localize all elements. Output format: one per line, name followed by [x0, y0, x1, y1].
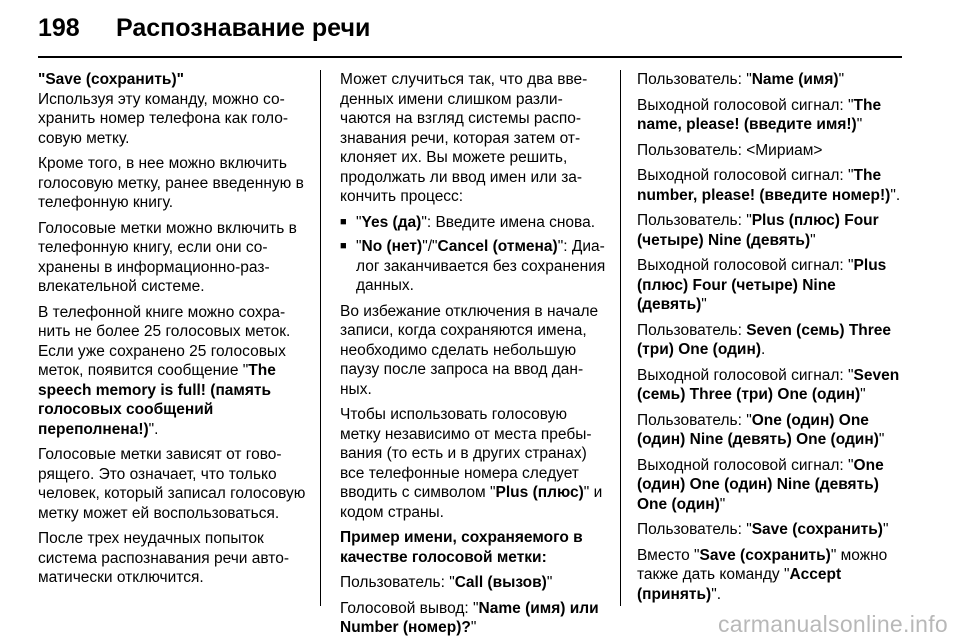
- dialog-command: Save (сохранить): [751, 521, 883, 538]
- bullet-icon: ■: [340, 215, 347, 228]
- quote: ": [557, 238, 564, 255]
- quote: .: [761, 341, 766, 358]
- dialog-line: [637, 166, 905, 205]
- list-item-text: : Введите имена снова.: [426, 213, 596, 231]
- command-cancel: Cancel (отмена): [437, 238, 558, 255]
- column-1: [38, 70, 308, 594]
- quote: ": [719, 495, 726, 513]
- page-title: Распознавание речи: [116, 14, 371, 42]
- paragraph: Во избежание отключения в начале записи, когда сохраняются имена, необходимо сделать небольшую паузу после запроса на ввод данных.: [340, 302, 599, 398]
- dialog-speaker: Пользователь: ": [637, 71, 752, 88]
- paragraph-text: Чтобы использовать голосовую метку независимо от места пребывания (то есть и в других странах) все телефонные номера следует вводить с символом ": [340, 406, 592, 501]
- dialog-speaker: Выходной голосовой сигнал: ": [637, 456, 854, 474]
- dialog-line: [637, 96, 905, 135]
- paragraph-text: " и кодом страны.: [340, 484, 603, 521]
- page-number: 198: [38, 14, 80, 42]
- dialog-speaker: Выходной голосовой сигнал: ": [637, 366, 854, 384]
- dialog-command: Seven (семь) Three (три) One (один): [637, 366, 900, 403]
- paragraph-text: " можно также дать команду ": [637, 546, 888, 583]
- dialog-speaker: Выходной голосовой сигнал: ": [637, 167, 854, 184]
- paragraph-text: ".: [148, 420, 159, 438]
- dialog-command: Plus (плюс) Four (четыре) Nine (девять): [637, 257, 887, 313]
- dialog-command: Seven (семь) Three (три) One (один): [637, 321, 892, 358]
- dialog-line: [637, 70, 905, 90]
- paragraph: Кроме того, в нее можно включить голосовую метку, ранее введенную в телефонную книгу.: [38, 155, 304, 211]
- page-header: [38, 14, 370, 54]
- paragraph: Может случиться так, что два введенных имени слишком различаются на взгляд системы распознавания речи, которая затем отклоняет их. Вы можете решить, продолжать ли ввод имен или закончить процесс:: [340, 71, 588, 205]
- dialog-line: [637, 520, 905, 540]
- quote: ": [882, 521, 889, 538]
- dialog-speaker: Выходной голосовой сигнал: ": [637, 257, 854, 274]
- column-divider-1: [320, 70, 321, 606]
- list-item: [340, 237, 608, 296]
- command-plus: Plus (плюс): [495, 484, 584, 501]
- dialog-command: One (один) One (один) Nine (девять) One (один): [637, 456, 884, 513]
- dialog-speaker: Пользователь: <Мириам>: [637, 141, 823, 159]
- paragraph: Голосовые метки зависят от говорящего. Это означает, что только человек, который записал голосовую метку может ей воспользоваться.: [38, 446, 306, 522]
- dialog-line: [637, 321, 905, 360]
- paragraph: [340, 405, 608, 522]
- list-item-text: : Диалог заканчивается без сохранения данных.: [356, 238, 606, 294]
- dialog-command: Save (сохранить): [699, 546, 831, 564]
- watermark: carmanualsonline.info: [717, 611, 948, 637]
- dialog-command: One (один) One (один) Nine (девять) One (один): [637, 411, 879, 448]
- example-heading: Пример имени, сохраняемого в качестве голосовой метки:: [340, 529, 583, 566]
- dialog-line: [637, 546, 905, 605]
- paragraph-text: В телефонной книге можно сохранить не более 25 голосовых меток. Если уже сохранено 25 голосовых меток, появится сообщение ": [38, 303, 291, 379]
- dialog-command: The name, please! (введите имя!): [637, 96, 882, 133]
- memory-full-message: The speech memory is full! (память голосовых сообщений переполнена!): [38, 362, 276, 438]
- quote: ": [701, 296, 707, 313]
- quote: ": [856, 116, 863, 133]
- quote: ": [838, 71, 845, 88]
- dialog-speaker: Пользователь: ": [637, 521, 752, 538]
- dialog-speaker: Пользователь:: [637, 321, 747, 339]
- dialog-command: Name (имя): [751, 71, 839, 88]
- dialog-line: [340, 599, 608, 638]
- column-divider-2: [620, 70, 621, 606]
- dialog-line: [637, 366, 905, 405]
- dialog-command: Call (вызов): [454, 574, 547, 591]
- quote: ".: [890, 186, 901, 204]
- dialog-line: [637, 211, 905, 250]
- dialog-speaker: Выходной голосовой сигнал: ": [637, 96, 854, 114]
- dialog-line: [637, 456, 905, 515]
- dialog-line: [340, 573, 608, 593]
- quote: "/": [422, 238, 438, 255]
- section-heading: "Save (сохранить)": [38, 71, 184, 88]
- paragraph: Используя эту команду, можно сохранить номер телефона как голосовую метку.: [38, 90, 289, 147]
- quote: ".: [711, 585, 722, 603]
- paragraph: [38, 303, 308, 440]
- paragraph-text: Вместо ": [637, 546, 700, 564]
- dialog-speaker: Пользователь: ": [637, 212, 752, 229]
- command-no: No (нет): [361, 238, 423, 255]
- dialog-speaker: Пользователь: ": [637, 411, 752, 429]
- quote: ": [421, 213, 427, 231]
- dialog-line: [637, 256, 905, 315]
- dialog-speaker: Пользователь: ": [340, 574, 455, 591]
- dialog-speaker: Голосовой вывод: ": [340, 599, 479, 617]
- dialog-line: [637, 411, 905, 450]
- command-accept: Accept (принять): [637, 566, 842, 603]
- quote: ": [860, 386, 866, 403]
- quote: ": [546, 574, 553, 591]
- dialog-line: [637, 141, 905, 161]
- quote: ": [878, 431, 885, 448]
- dialog-command: The number, please! (введите номер!): [637, 167, 891, 204]
- quote: ": [470, 619, 477, 636]
- command-yes: Yes (да): [361, 213, 422, 231]
- paragraph: Голосовые метки можно включить в телефонную книгу, если они сохранены в информационно-развлекательной системе.: [38, 219, 297, 295]
- list-item: [340, 213, 608, 233]
- options-list: [340, 213, 608, 296]
- quote: ": [356, 238, 362, 255]
- column-2: [340, 70, 608, 644]
- quote: ": [810, 231, 816, 249]
- dialog-command: Plus (плюс) Four (четыре) Nine (девять): [637, 212, 879, 249]
- quote: ": [356, 213, 362, 231]
- header-divider: [38, 56, 902, 58]
- dialog-command: Name (имя) или Number (номер)?: [340, 599, 599, 636]
- bullet-icon: ■: [340, 240, 347, 252]
- paragraph: После трех неудачных попыток система распознавания речи автоматически отключится.: [38, 530, 289, 586]
- column-3: [637, 70, 905, 610]
